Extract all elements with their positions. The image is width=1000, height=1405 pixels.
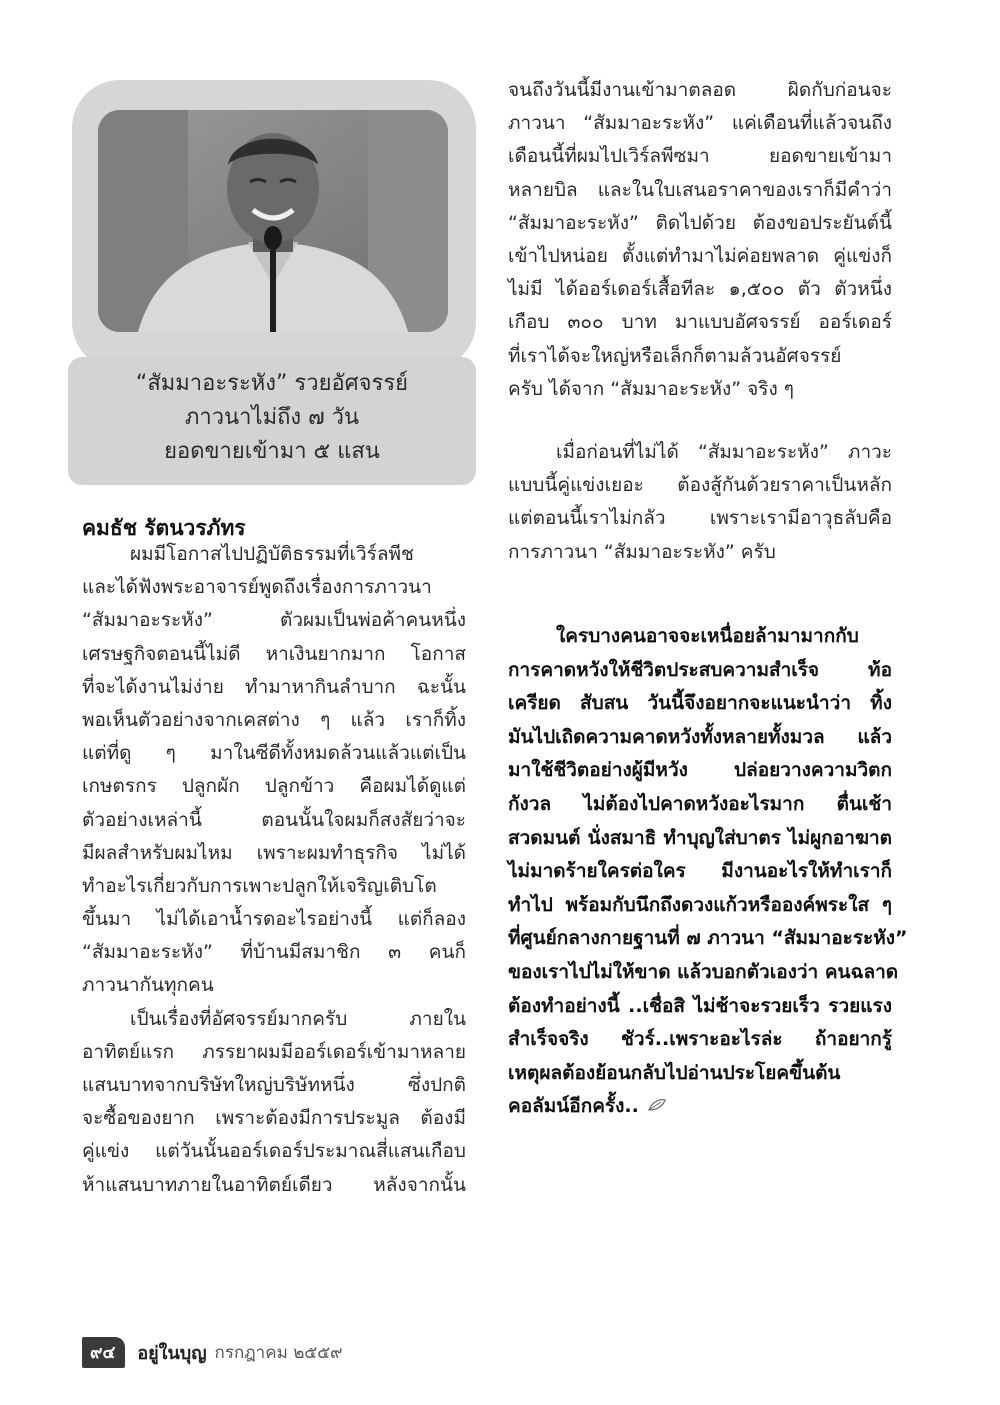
- author-name: คมธัช รัตนวรภัทร: [82, 516, 246, 540]
- text-line: เครียด สับสน วันนี้จึงอยากจะแนะนำว่า ทิ้ง: [508, 692, 892, 715]
- text-line: คู่แข่ง แต่วันนั้นออร์เดอร์ประมาณสี่แสนเกือบ: [82, 1140, 466, 1163]
- left-column-text: [82, 538, 466, 1202]
- text-line: ของเราไปไม่ให้ขาด แล้วบอกตัวเองว่า คนฉลาด: [508, 960, 899, 983]
- text-line: ที่จะได้งานไม่ง่าย ทำมาหากินลำบาก ฉะนั้น: [82, 675, 466, 698]
- text-line: แต่ตอนนี้เราไม่กลัว เพราะเรามีอาวุธลับคือ: [508, 507, 892, 530]
- text-line: กังวล ไม่ต้องไปคาดหวังอะไรมาก ตื่นเช้า: [508, 792, 892, 815]
- portrait-photo: [98, 110, 448, 332]
- text-line: ที่เราได้จะใหญ่หรือเล็กก็ตามล้วนอัศจรรย์: [508, 344, 842, 367]
- text-line: แต่ที่ดู ๆ มาในซีดีทั้งหมดล้วนแล้วแต่เป็น: [82, 742, 466, 765]
- text-line: แสนบาทจากบริษัทใหญ่บริษัทหนึ่ง ซึ่งปกติ: [82, 1074, 466, 1096]
- text-line: การภาวนา “สัมมาอะระหัง” ครับ: [508, 540, 776, 563]
- magazine-name: อยู่ในบุญ: [137, 1342, 207, 1364]
- text-line: เศรษฐกิจตอนนี้ไม่ดี หาเงินยากมาก โอกาส: [82, 642, 466, 665]
- text-line: ตัวอย่างเหล่านี้ ตอนนั้นใจผมก็สงสัยว่าจะ: [82, 808, 466, 831]
- text-line: เข้าไปหน่อย ตั้งแต่ทำมาไม่ค่อยพลาด คู่แข่งก็: [508, 244, 892, 267]
- text-line: ขึ้นมา ไม่ได้เอาน้ำรดอะไรอย่างนี้ แต่ก็ลอง: [82, 908, 466, 931]
- caption-line: “สัมมาอะระหัง” รวยอัศจรรย์: [135, 371, 409, 396]
- text-line-final: [508, 1090, 892, 1124]
- text-line: แบบนี้คู่แข่งเยอะ ต้องสู้กันด้วยราคาเป็นหลัก: [508, 474, 892, 497]
- text-line: เป็นเรื่องที่อัศจรรย์มากครับ ภายใน: [130, 1007, 466, 1030]
- text-line: ที่ศูนย์กลางกายฐานที่ ๗ ภาวนา “สัมมาอะระหัง”: [508, 927, 908, 950]
- caption-line: ยอดขายเข้ามา ๕ แสน: [164, 439, 380, 464]
- leaf-icon: [647, 1090, 667, 1124]
- text-line: ไม่มาดร้ายใครต่อใคร มีงานอะไรให้ทำเราก็: [508, 860, 892, 883]
- text-line: “สัมมาอะระหัง” ติดไปด้วย ต้องขอประยันต์นี้: [508, 211, 892, 234]
- portrait-illustration: [98, 110, 448, 332]
- right-column-text: [508, 74, 892, 406]
- text-line: เหตุผลต้องย้อนกลับไปอ่านประโยคขึ้นต้น: [508, 1061, 841, 1084]
- photo-caption: [68, 357, 476, 485]
- text-line: เกษตรกร ปลูกผัก ปลูกข้าว คือผมได้ดูแต่: [82, 775, 466, 798]
- text-line: และได้ฟังพระอาจารย์พูดถึงเรื่องการภาวนา: [82, 576, 432, 599]
- text-line: สวดมนต์ นั่งสมาธิ ทำบุญใส่บาตร ไม่ผูกอาฆาต: [508, 826, 892, 849]
- text-line: มีผลสำหรับผมไหม เพราะผมทำธุรกิจ ไม่ได้: [82, 841, 466, 864]
- text-line: ทำไป พร้อมกับนึกถึงดวงแก้วหรือองค์พระใส ๆ: [508, 893, 892, 916]
- text-line: สำเร็จจริง ชัวร์..เพราะอะไรล่ะ ถ้าอยากรู้: [508, 1028, 892, 1051]
- text-line: อาทิตย์แรก ภรรยาผมมีออร์เดอร์เข้ามาหลาย: [82, 1040, 466, 1063]
- text-line: คอลัมน์อีกครั้ง..: [508, 1095, 639, 1118]
- page-number: ๙๔: [82, 1337, 125, 1368]
- text-line: เกือบ ๓๐๐ บาท มาแบบอัศจรรย์ ออร์เดอร์: [508, 311, 892, 334]
- text-line: “สัมมาอะระหัง” ตัวผมเป็นพ่อค้าคนหนึ่ง: [82, 609, 466, 632]
- text-line: ใครบางคนอาจจะเหนื่อยล้ามามากกับ: [556, 625, 859, 647]
- text-line: “สัมมาอะระหัง” ที่บ้านมีสมาชิก ๓ คนก็: [82, 941, 466, 964]
- text-line: ห้าแสนบาทภายในอาทิตย์เดียว หลังจากนั้น: [82, 1173, 466, 1196]
- closing-paragraph: [508, 620, 908, 1124]
- text-line: ครับ ได้จาก “สัมมาอะระหัง” จริง ๆ: [508, 377, 794, 400]
- text-line: เมื่อก่อนที่ไม่ได้ “สัมมาอะระหัง” ภาวะ: [556, 441, 892, 463]
- text-line: ภาวนา “สัมมาอะระหัง” แค่เดือนที่แล้วจนถึง: [508, 112, 892, 135]
- text-line: ผมมีโอกาสไปปฏิบัติธรรมที่เวิร์ลพีช: [130, 543, 414, 565]
- text-line: การคาดหวังให้ชีวิตประสบความสำเร็จ ท้อ: [508, 658, 892, 681]
- text-line: หลายบิล และในใบเสนอราคาของเราก็มีคำว่า: [508, 178, 892, 201]
- text-line: มันไปเถิดความคาดหวังทั้งหลายทั้งมวล แล้ว: [508, 725, 892, 748]
- issue-date: กรกฎาคม ๒๕๕๙: [214, 1342, 343, 1363]
- right-column-text-2: [508, 436, 892, 569]
- page-footer: [82, 1337, 343, 1367]
- text-line: จนถึงวันนี้มีงานเข้ามาตลอด ผิดกับก่อนจะ: [508, 79, 892, 101]
- text-line: เดือนนี้ที่ผมไปเวิร์ลพีซมา ยอดขายเข้ามา: [508, 145, 892, 168]
- text-line: มาใช้ชีวิตอย่างผู้มีหวัง ปล่อยวางความวิตก: [508, 759, 892, 782]
- caption-line: ภาวนาไม่ถึง ๗ วัน: [184, 405, 360, 430]
- text-line: ต้องทำอย่างนี้ ..เชื่อสิ ไม่ช้าจะรวยเร็ว รวยแรง: [508, 994, 892, 1017]
- text-line: ทำอะไรเกี่ยวกับการเพาะปลูกให้เจริญเติบโต: [82, 874, 437, 897]
- text-line: พอเห็นตัวอย่างจากเคสต่าง ๆ แล้ว เราก็ทิ้ง: [82, 708, 466, 731]
- text-line: จะซื้อของยาก เพราะต้องมีการประมูล ต้องมี: [82, 1107, 466, 1130]
- text-line: ภาวนากันทุกคน: [82, 974, 214, 997]
- text-line: ไม่มี ได้ออร์เดอร์เสื้อทีละ ๑,๕๐๐ ตัว ตัวหนึ่ง: [508, 278, 892, 301]
